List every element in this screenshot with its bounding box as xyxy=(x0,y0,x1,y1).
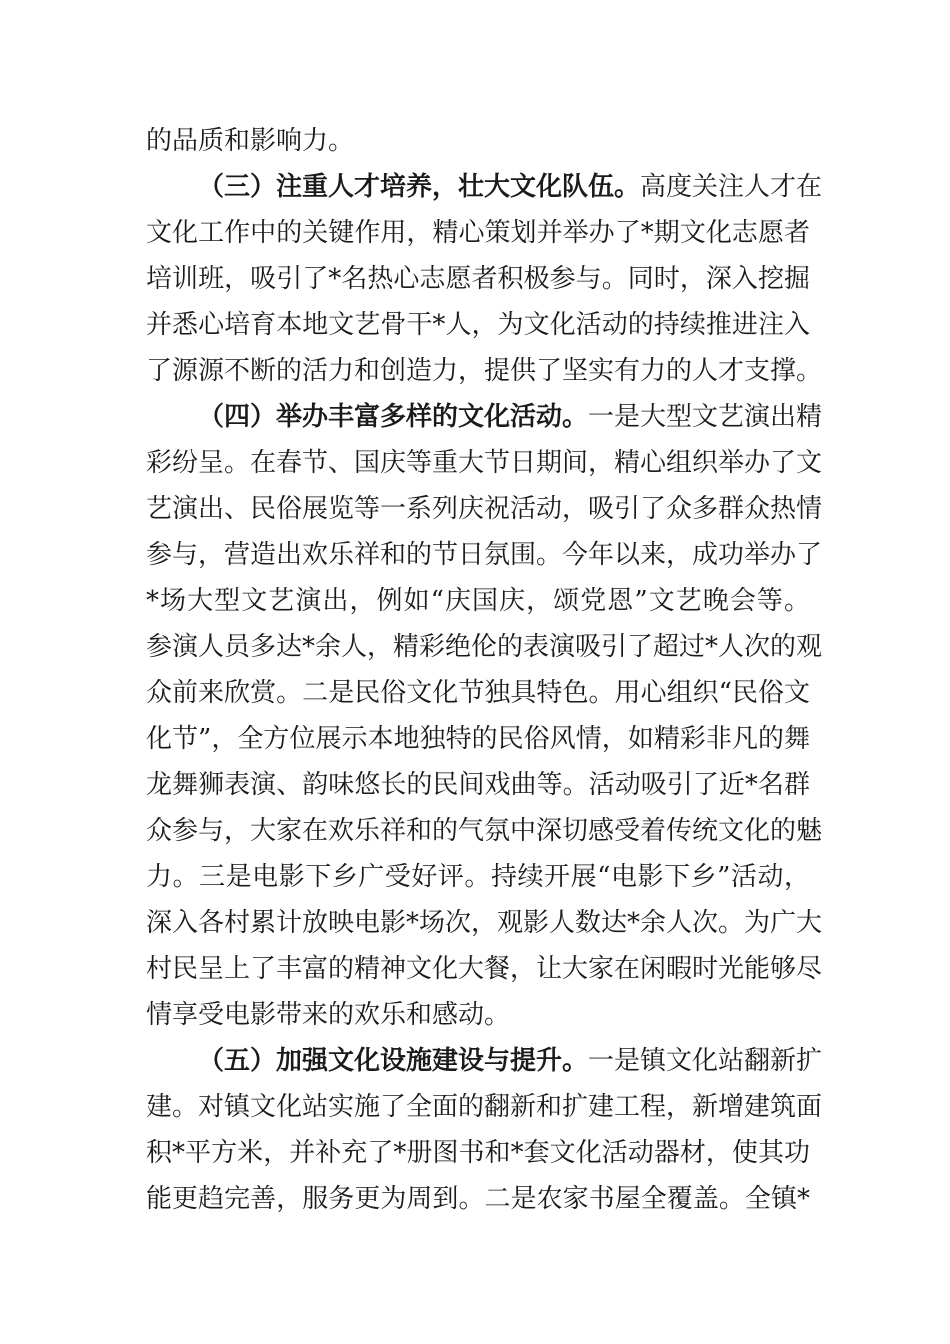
text-line: 龙舞狮表演、韵味悠长的民间戏曲等。活动吸引了近*名群 xyxy=(146,770,810,800)
text-line: 化节”，全方位展示本地独特的民俗风情，如精彩非凡的舞 xyxy=(146,724,810,754)
text-line: 参演人员多达*余人，精彩绝伦的表演吸引了超过*人次的观 xyxy=(146,632,823,662)
text-line: 彩纷呈。在春节、国庆等重大节日期间，精心组织举办了文 xyxy=(146,448,823,478)
section-heading: （五）加强文化设施建设与提升。 xyxy=(198,1046,589,1076)
text-span: 一是镇文化站翻新扩 xyxy=(588,1046,823,1076)
paragraph-heading-line xyxy=(198,1038,823,1084)
paragraph-heading-line xyxy=(198,394,823,440)
text-line: 了源源不断的活力和创造力，提供了坚实有力的人才支撑。 xyxy=(146,356,823,386)
text-line: 情享受电影带来的欢乐和感动。 xyxy=(146,1000,511,1030)
text-line: 文化工作中的关键作用，精心策划并举办了*期文化志愿者 xyxy=(146,218,810,248)
text-span: 一是大型文艺演出精 xyxy=(588,402,823,432)
text-line: 建。对镇文化站实施了全面的翻新和扩建工程，新增建筑面 xyxy=(146,1092,823,1122)
text-line: 村民呈上了丰富的精神文化大餐，让大家在闲暇时光能够尽 xyxy=(146,954,823,984)
text-line: 力。三是电影下乡广受好评。持续开展“电影下乡”活动， xyxy=(146,862,810,892)
text-line: 众参与，大家在欢乐祥和的气氛中深切感受着传统文化的魅 xyxy=(146,816,823,846)
section-heading: （四）举办丰富多样的文化活动。 xyxy=(198,402,589,432)
text-line: 能更趋完善，服务更为周到。二是农家书屋全覆盖。全镇* xyxy=(146,1184,810,1214)
text-line: 培训班，吸引了*名热心志愿者积极参与。同时，深入挖掘 xyxy=(146,264,810,294)
text-line: 深入各村累计放映电影*场次，观影人数达*余人次。为广大 xyxy=(146,908,823,938)
text-line: 积*平方米，并补充了*册图书和*套文化活动器材，使其功 xyxy=(146,1138,810,1168)
text-line: 众前来欣赏。二是民俗文化节独具特色。用心组织“民俗文 xyxy=(146,678,810,708)
paragraph-heading-line xyxy=(198,164,823,210)
text-line: 并悉心培育本地文艺骨干*人，为文化活动的持续推进注入 xyxy=(146,310,810,340)
text-line: *场大型文艺演出，例如“庆国庆，颂党恩”文艺晚会等。 xyxy=(146,586,810,616)
section-heading: （三）注重人才培养，壮大文化队伍。 xyxy=(198,172,641,202)
text-line: 艺演出、民俗展览等一系列庆祝活动，吸引了众多群众热情 xyxy=(146,494,823,524)
text-span: 高度关注人才在 xyxy=(640,172,823,202)
text-line: 的品质和影响力。 xyxy=(146,126,355,156)
text-line: 参与，营造出欢乐祥和的节日氛围。今年以来，成功举办了 xyxy=(146,540,823,570)
